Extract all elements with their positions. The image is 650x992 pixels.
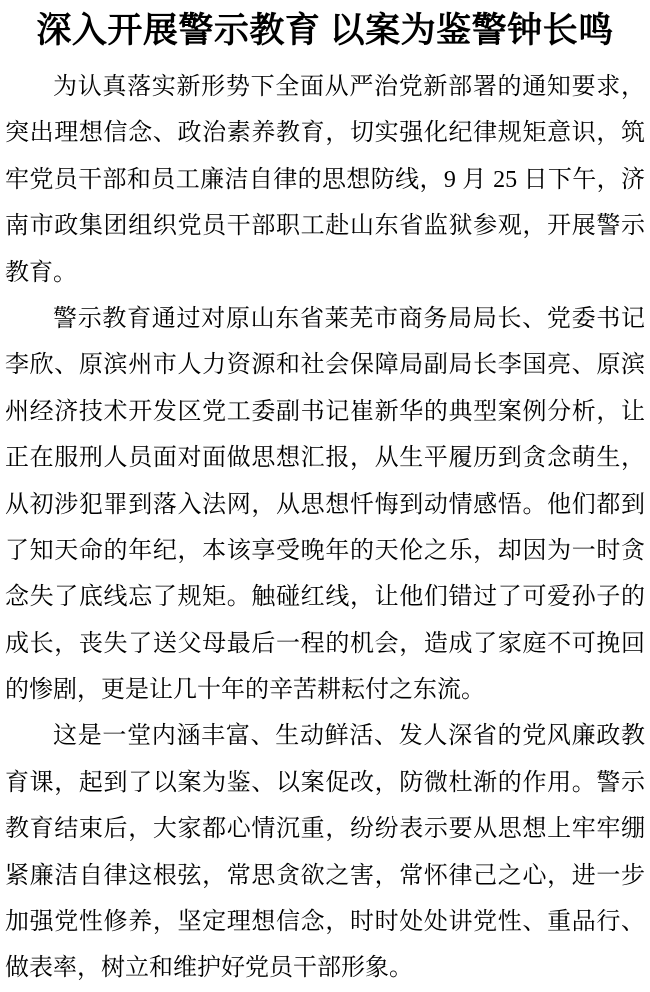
text-line: 加强党性修养，坚定理想信念，时时处处讲党性、重品行、: [5, 909, 645, 936]
text-line: 警示教育通过对原山东省莱芜市商务局局长、党委书记: [53, 305, 645, 332]
text-line: 为认真落实新形势下全面从严治党新部署的通知要求，: [53, 74, 645, 100]
text-line: 念失了底线忘了规矩。触碰红线，让他们错过了可爱孙子的: [5, 584, 645, 611]
text-line: 州经济技术开发区党工委副书记崔新华的典型案例分析，让: [5, 398, 645, 425]
text-line: 教育结束后，大家都心情沉重，纷纷表示要从思想上牢牢绷: [5, 816, 645, 843]
paragraph: [5, 296, 645, 714]
document-title: 深入开展警示教育 以案为鉴警钟长鸣: [36, 11, 614, 50]
text-line: 教育。: [5, 259, 77, 286]
text-line: 这是一堂内涵丰富、生动鲜活、发人深省的党风廉政教: [53, 723, 645, 750]
text-line: 正在服刑人员面对面做思想汇报，从生平履历到贪念萌生，: [5, 445, 645, 472]
text-line: 从初涉犯罪到落入法网，从思想忏悔到动情感悟。他们都到: [5, 491, 645, 518]
text-line: 了知天命的年纪，本该享受晚年的天伦之乐，却因为一时贪: [5, 537, 645, 564]
document-body: [5, 64, 645, 992]
text-line: 做表率，树立和维护好党员干部形象。: [5, 955, 413, 982]
text-line: 李欣、原滨州市人力资源和社会保障局副局长李国亮、原滨: [5, 352, 645, 379]
text-line: 成长，丧失了送父母最后一程的机会，造成了家庭不可挽回: [5, 630, 645, 657]
text-line: 育课，起到了以案为鉴、以案促改，防微杜渐的作用。警示: [5, 769, 645, 796]
text-line: 突出理想信念、政治素养教育，切实强化纪律规矩意识，筑: [5, 120, 645, 147]
paragraph: [5, 64, 645, 296]
text-line: 南市政集团组织党员干部职工赴山东省监狱参观，开展警示: [5, 213, 645, 240]
text-line: 的惨剧，更是让几十年的辛苦耕耘付之东流。: [5, 677, 485, 704]
text-line: 牢党员干部和员工廉洁自律的思想防线，9 月 25 日下午，济: [5, 166, 645, 193]
paragraph: [5, 713, 645, 991]
text-line: 紧廉洁自律这根弦，常思贪欲之害，常怀律己之心，进一步: [5, 862, 645, 889]
